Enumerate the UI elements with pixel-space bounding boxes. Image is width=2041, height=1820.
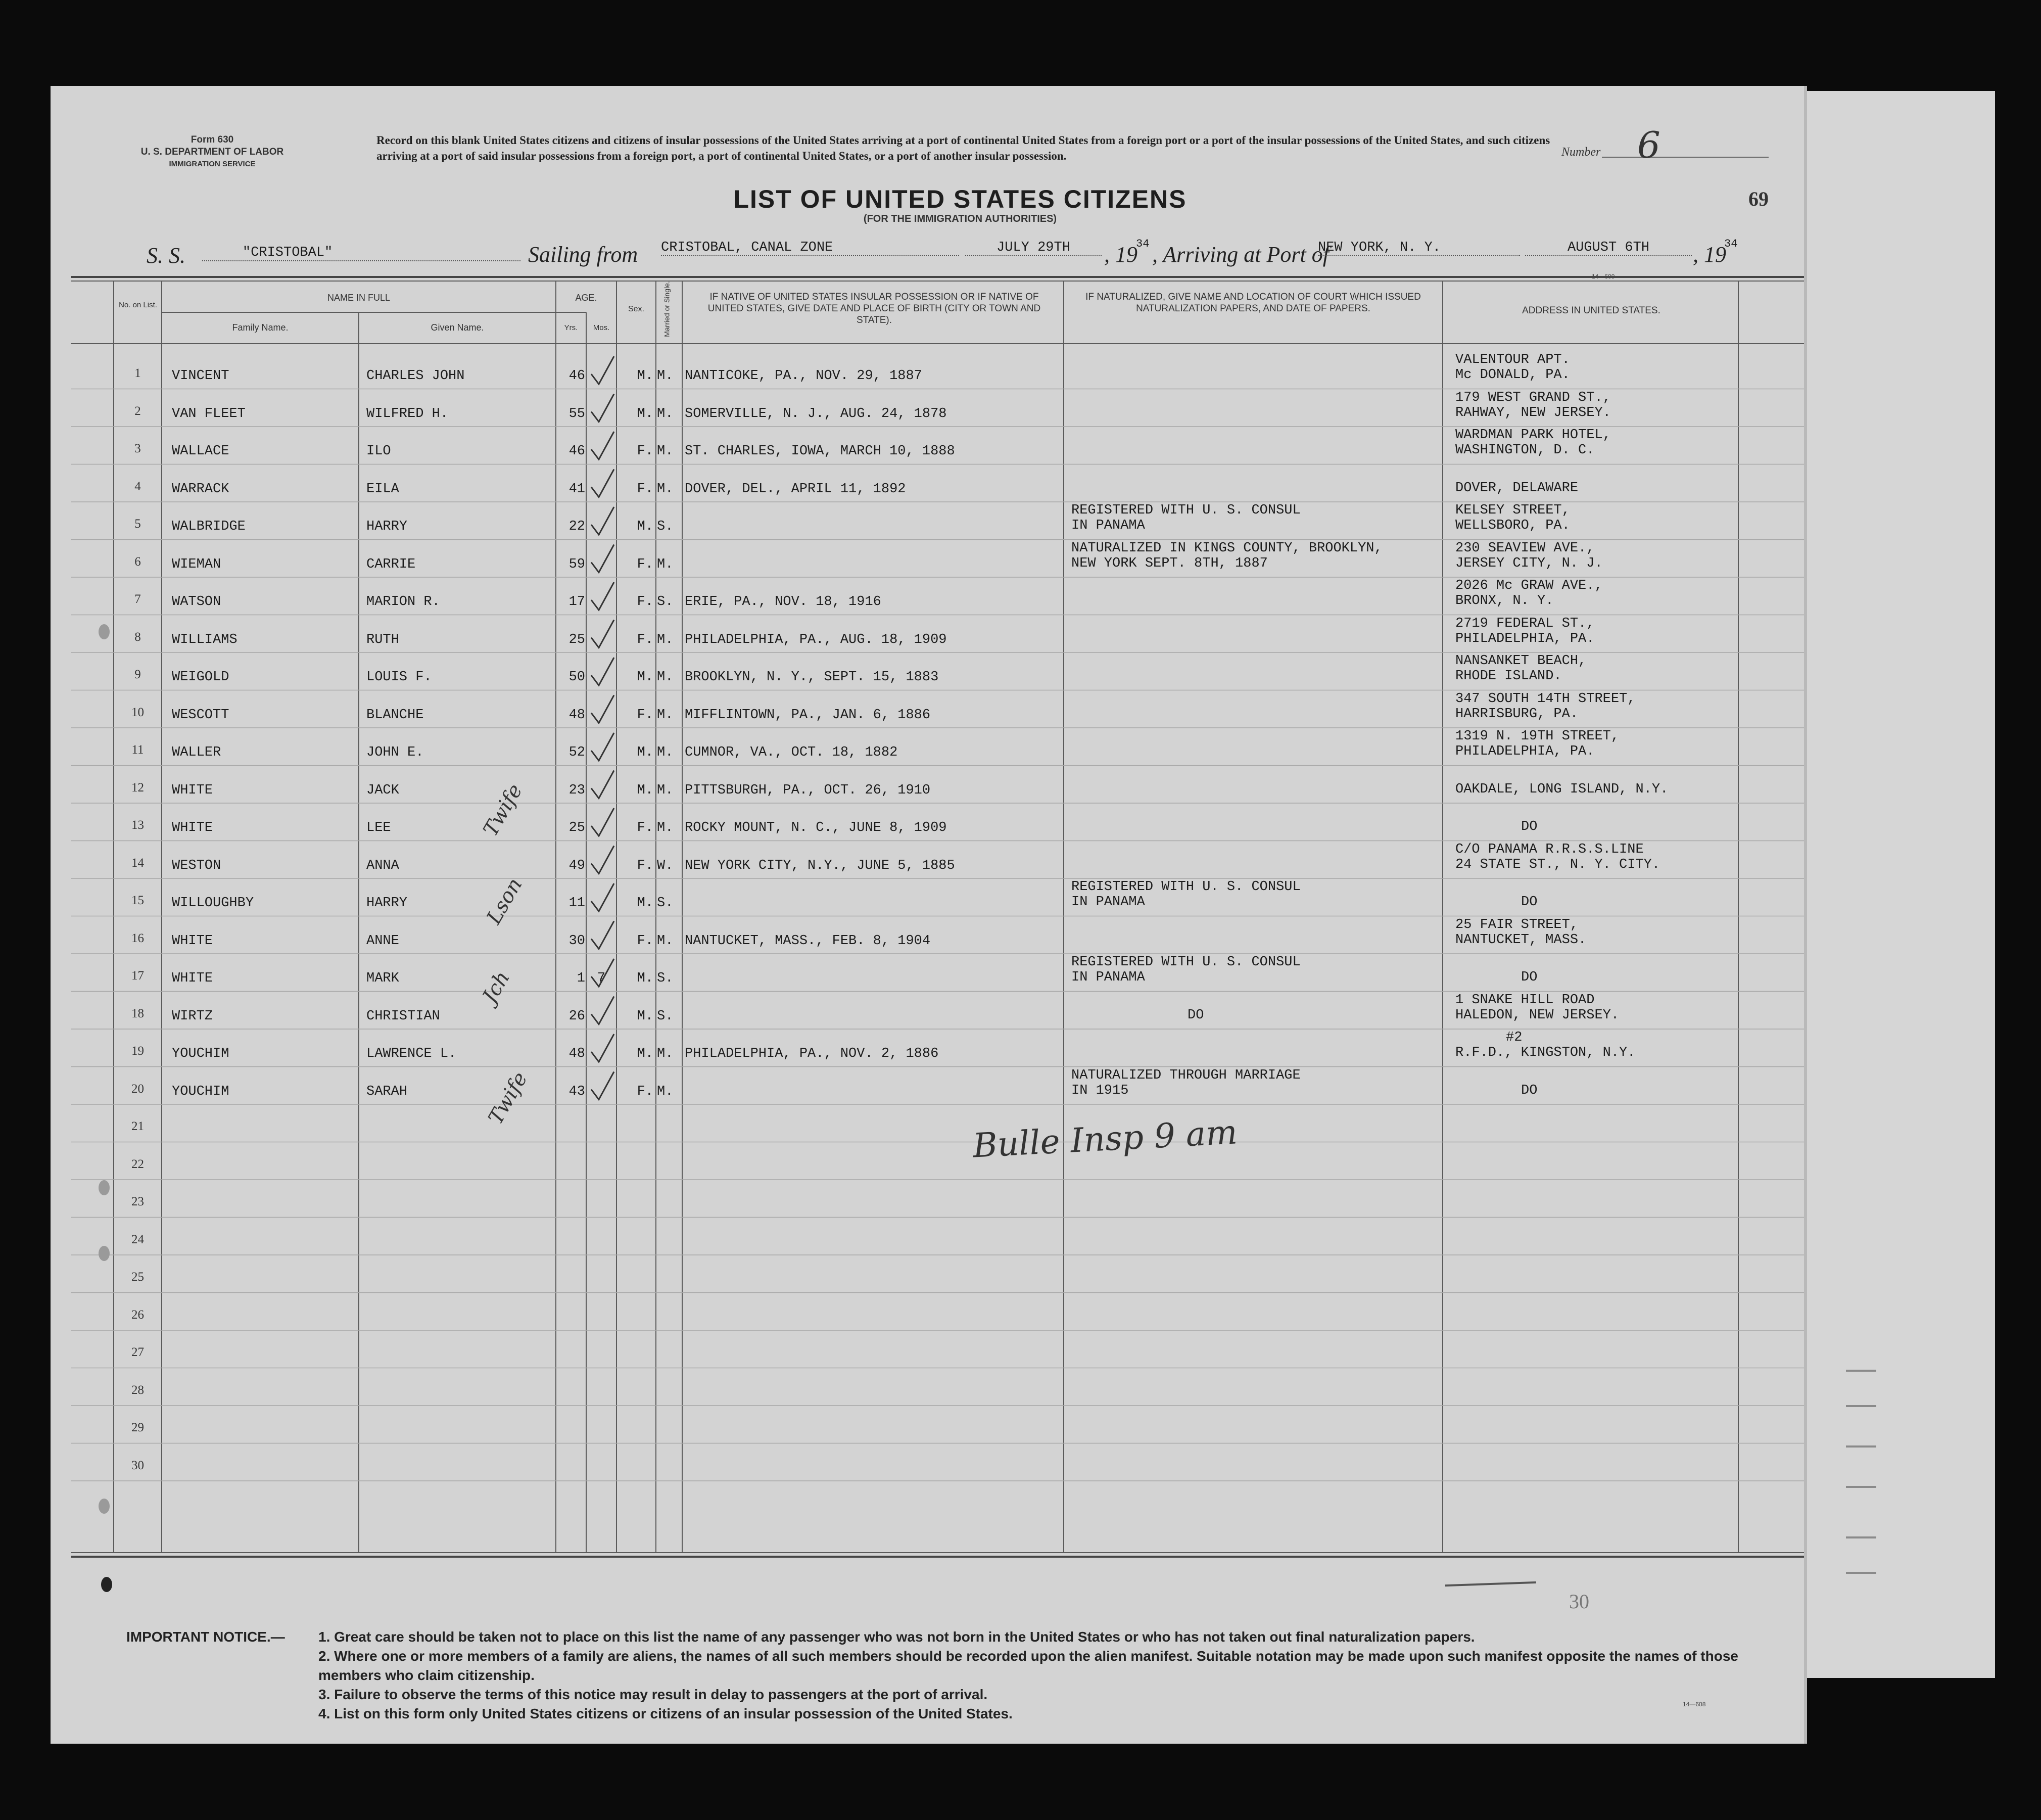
page-edge-tick xyxy=(1846,1445,1876,1452)
handwritten-relation-17: Jch xyxy=(478,967,515,1007)
sex: M. xyxy=(637,519,653,534)
birth-place-date: BROOKLYN, N. Y., SEPT. 15, 1883 xyxy=(685,670,939,685)
table-row xyxy=(51,427,1804,464)
form-number: Form 630 xyxy=(191,134,234,145)
table-row xyxy=(51,1330,1804,1368)
naturalization-line: REGISTERED WITH U. S. CONSUL xyxy=(1071,879,1301,895)
address-line: #2 xyxy=(1506,1030,1523,1045)
given-name: ILO xyxy=(366,444,391,459)
table-row xyxy=(51,464,1804,502)
age-years: 50 xyxy=(568,670,585,685)
stamp-count: 30 xyxy=(1569,1590,1589,1613)
given-name: JACK xyxy=(366,782,399,798)
marital-status: S. xyxy=(657,594,674,610)
header-sex: Sex. xyxy=(628,305,644,313)
sex: F. xyxy=(637,481,653,497)
age-years: 52 xyxy=(568,745,585,760)
table-row xyxy=(51,878,1804,916)
marital-status: S. xyxy=(657,519,674,534)
table-row xyxy=(51,351,1804,389)
family-name: WHITE xyxy=(172,933,213,949)
family-name: WHITE xyxy=(172,782,213,798)
table-row xyxy=(51,1406,1804,1443)
age-years: 48 xyxy=(568,1046,585,1061)
given-name: HARRY xyxy=(366,896,408,911)
age-years: 22 xyxy=(568,519,585,534)
address-line: RAHWAY, NEW JERSEY. xyxy=(1455,405,1611,421)
sex: F. xyxy=(637,594,653,610)
binding-hole xyxy=(99,1246,110,1261)
marital-status: S. xyxy=(657,971,674,986)
row-number: 12 xyxy=(131,780,144,795)
address-line: KELSEY STREET, xyxy=(1455,503,1570,518)
arrival-year-prefix: , 19 xyxy=(1693,242,1726,267)
family-name: WARRACK xyxy=(172,481,229,497)
birth-place-date: MIFFLINTOWN, PA., JAN. 6, 1886 xyxy=(685,707,931,723)
row-number: 29 xyxy=(131,1421,144,1434)
sex: F. xyxy=(637,858,653,873)
page-edge-tick xyxy=(1846,1370,1876,1376)
given-name: CHRISTIAN xyxy=(366,1008,440,1024)
table-row xyxy=(51,540,1804,578)
sex: F. xyxy=(637,1084,653,1099)
sex: F. xyxy=(637,444,653,459)
family-name: WEIGOLD xyxy=(172,670,229,685)
naturalization-line: REGISTERED WITH U. S. CONSUL xyxy=(1071,503,1301,518)
row-number: 18 xyxy=(131,1006,144,1020)
marital-status: M. xyxy=(657,933,674,949)
table-row xyxy=(51,803,1804,841)
age-years: 46 xyxy=(568,444,585,459)
notice-item-2: 2. Where one or more members of a family are aliens, the names of all such members should be recorded upon the alien manifest. Suitable notation may be made upon such manifest opposite the names of those members who claim citizenship. xyxy=(318,1648,1738,1683)
header-address: ADDRESS IN UNITED STATES. xyxy=(1522,305,1660,316)
family-name: WALLACE xyxy=(172,444,229,459)
handwritten-relation-13: Twife xyxy=(479,780,527,841)
address-line: R.F.D., KINGSTON, N.Y. xyxy=(1455,1045,1636,1060)
row-number: 25 xyxy=(131,1270,144,1284)
sailing-year: 34 xyxy=(1136,238,1150,250)
sex: M. xyxy=(637,782,653,798)
address-line: 1 SNAKE HILL ROAD xyxy=(1455,992,1595,1008)
handwritten-relation-15: Lson xyxy=(482,874,527,928)
given-name: LOUIS F. xyxy=(366,670,432,685)
marital-status: M. xyxy=(657,745,674,760)
given-name: ANNE xyxy=(366,933,399,949)
row-number: 11 xyxy=(131,743,144,757)
address-line: 2026 Mc GRAW AVE., xyxy=(1455,578,1603,593)
family-name: YOUCHIM xyxy=(172,1084,229,1099)
given-name: CHARLES JOHN xyxy=(366,368,465,384)
family-name: WESCOTT xyxy=(172,707,229,723)
table-row xyxy=(51,916,1804,954)
address-line: PHILADELPHIA, PA. xyxy=(1455,631,1595,646)
binding-hole xyxy=(99,1180,110,1195)
birth-place-date: SOMERVILLE, N. J., AUG. 24, 1878 xyxy=(685,406,947,422)
record-instructions: Record on this blank United States citizens and citizens of insular possessions of the United States arriving at a port of continental United States from a foreign port or a port of the insular possessions of the United States, and such citizens arriving at a port of said insular possessions from a foreign port, a port of continental United States, or a port of another insular possession. xyxy=(376,134,1550,162)
address-line: BRONX, N. Y. xyxy=(1455,593,1554,609)
page-edge-tick xyxy=(1846,1486,1876,1492)
address-line: 2719 FEDERAL ST., xyxy=(1455,616,1595,631)
ship-name: "CRISTOBAL" xyxy=(202,245,520,261)
marital-status: M. xyxy=(657,481,674,497)
table-row xyxy=(51,1255,1804,1293)
naturalization-line: REGISTERED WITH U. S. CONSUL xyxy=(1071,955,1301,970)
address-line: 179 WEST GRAND ST., xyxy=(1455,390,1611,405)
family-name: WIEMAN xyxy=(172,556,221,572)
notice-code: 14—608 xyxy=(1683,1701,1706,1708)
naturalization-line: DO xyxy=(1188,1007,1204,1023)
address-line: DO xyxy=(1521,895,1538,910)
birth-place-date: ROCKY MOUNT, N. C., JUNE 8, 1909 xyxy=(685,820,947,835)
sex: M. xyxy=(637,1046,653,1061)
table-row xyxy=(51,1443,1804,1481)
family-name: WHITE xyxy=(172,971,213,986)
arriving-label: , Arriving at Port of xyxy=(1152,242,1329,267)
row-number: 13 xyxy=(131,818,144,832)
birth-place-date: NEW YORK CITY, N.Y., JUNE 5, 1885 xyxy=(685,858,955,873)
marital-status: M. xyxy=(657,820,674,835)
age-years: 26 xyxy=(568,1008,585,1024)
print-code: 14—609 xyxy=(1592,273,1615,280)
address-line: DOVER, DELAWARE xyxy=(1455,480,1579,496)
row-number: 7 xyxy=(134,592,141,606)
marital-status: S. xyxy=(657,1008,674,1024)
page-edge-tick xyxy=(1846,1572,1876,1578)
family-name: WALLER xyxy=(172,745,221,760)
binding-hole xyxy=(99,624,110,639)
row-number: 28 xyxy=(131,1383,144,1397)
age-years: 59 xyxy=(568,556,585,572)
age-years: 11 xyxy=(568,896,585,911)
age-years: 25 xyxy=(568,632,585,647)
binding-hole xyxy=(99,1499,110,1514)
sailing-port: CRISTOBAL, CANAL ZONE xyxy=(661,240,959,256)
marital-status: M. xyxy=(657,444,674,459)
sex: M. xyxy=(637,745,653,760)
number-label: Number xyxy=(1561,146,1601,159)
address-line: WARDMAN PARK HOTEL, xyxy=(1455,428,1611,443)
naturalization-line: IN PANAMA xyxy=(1071,518,1145,533)
given-name: EILA xyxy=(366,481,399,497)
arrival-year: 34 xyxy=(1724,238,1738,250)
naturalization-line: NATURALIZED THROUGH MARRIAGE xyxy=(1071,1067,1301,1083)
row-number: 5 xyxy=(134,517,141,531)
table-row xyxy=(51,690,1804,728)
header-no-on-list: No. on List. xyxy=(119,301,157,309)
row-number: 10 xyxy=(131,705,144,719)
age-months: 7 xyxy=(597,971,606,986)
notice-heading: IMPORTANT NOTICE.— xyxy=(126,1629,285,1645)
family-name: WIRTZ xyxy=(172,1008,213,1024)
marital-status: M. xyxy=(657,1046,674,1061)
table-row xyxy=(51,1067,1804,1105)
marital-status: W. xyxy=(657,858,674,873)
address-line: DO xyxy=(1521,970,1538,985)
marital-status: M. xyxy=(657,406,674,422)
marital-status: M. xyxy=(657,632,674,647)
sex: M. xyxy=(637,896,653,911)
family-name: WHITE xyxy=(172,820,213,835)
header-age: AGE. xyxy=(575,293,597,303)
family-name: YOUCHIM xyxy=(172,1046,229,1061)
header-given-name: Given Name. xyxy=(431,322,484,333)
family-name: WILLIAMS xyxy=(172,632,238,647)
sex: M. xyxy=(637,971,653,986)
address-line: 1319 N. 19TH STREET, xyxy=(1455,729,1620,744)
row-number: 20 xyxy=(131,1082,144,1096)
age-years: 46 xyxy=(568,368,585,384)
marital-status: M. xyxy=(657,707,674,723)
manifest-page xyxy=(51,86,1807,1744)
marital-status: S. xyxy=(657,896,674,911)
row-number: 26 xyxy=(131,1308,144,1322)
address-line: NANSANKET BEACH, xyxy=(1455,654,1587,669)
department-name: U. S. DEPARTMENT OF LABOR xyxy=(140,147,284,157)
handwritten-inspector-note: Bulle Insp 9 am xyxy=(972,1112,1239,1165)
table-row xyxy=(51,1293,1804,1331)
sex: F. xyxy=(637,933,653,949)
birth-place-date: NANTICOKE, PA., NOV. 29, 1887 xyxy=(685,368,922,384)
sex: M. xyxy=(637,368,653,384)
table-row xyxy=(51,954,1804,992)
page-edge-tick xyxy=(1846,1536,1876,1543)
table-row xyxy=(51,1218,1804,1255)
row-number: 30 xyxy=(131,1458,144,1472)
row-number: 24 xyxy=(131,1232,144,1246)
address-line: HALEDON, NEW JERSEY. xyxy=(1455,1007,1620,1023)
sailing-label: Sailing from xyxy=(528,242,638,267)
family-name: VINCENT xyxy=(172,368,229,384)
row-number: 22 xyxy=(131,1157,144,1171)
age-years: 55 xyxy=(568,406,585,422)
birth-place-date: PITTSBURGH, PA., OCT. 26, 1910 xyxy=(685,782,931,798)
address-line: 25 FAIR STREET, xyxy=(1455,917,1579,932)
arrival-port: NEW YORK, N. Y. xyxy=(1318,240,1520,256)
birth-place-date: ST. CHARLES, IOWA, MARCH 10, 1888 xyxy=(685,444,955,459)
table-row xyxy=(51,841,1804,879)
sailing-year-prefix: , 19 xyxy=(1104,242,1137,267)
table-row xyxy=(51,1368,1804,1406)
age-years: 48 xyxy=(568,707,585,723)
naturalization-line: IN PANAMA xyxy=(1071,970,1145,985)
table-row xyxy=(51,766,1804,804)
row-number: 4 xyxy=(134,479,141,493)
birth-place-date: ERIE, PA., NOV. 18, 1916 xyxy=(685,594,881,610)
address-line: 230 SEAVIEW AVE., xyxy=(1455,540,1595,556)
marital-status: M. xyxy=(657,556,674,572)
row-number: 6 xyxy=(134,554,141,569)
family-name: WALBRIDGE xyxy=(172,519,246,534)
address-line: RHODE ISLAND. xyxy=(1455,669,1562,684)
page-title: LIST OF UNITED STATES CITIZENS xyxy=(733,185,1187,213)
header-naturalized: IF NATURALIZED, GIVE NAME AND LOCATION OF COURT WHICH ISSUED NATURALIZATION PAPERS, AND DATE OF PAPERS. xyxy=(1085,292,1421,314)
table-row xyxy=(51,615,1804,653)
row-number: 23 xyxy=(131,1195,144,1208)
table-row xyxy=(51,1142,1804,1180)
header-mos: Mos. xyxy=(593,323,610,332)
table-row xyxy=(51,1104,1804,1142)
age-years: 43 xyxy=(568,1084,585,1099)
table-row xyxy=(51,1029,1804,1067)
naturalization-line: NATURALIZED IN KINGS COUNTY, BROOKLYN, xyxy=(1071,540,1383,556)
address-line: WELLSBORO, PA. xyxy=(1455,518,1570,533)
given-name: LEE xyxy=(366,820,391,835)
row-number: 14 xyxy=(131,856,144,870)
table-row xyxy=(51,502,1804,540)
address-line: C/O PANAMA R.R.S.S.LINE xyxy=(1455,842,1644,857)
table-row xyxy=(51,577,1804,615)
given-name: SARAH xyxy=(366,1084,408,1099)
sex: F. xyxy=(637,632,653,647)
notice-item-3: 3. Failure to observe the terms of this notice may result in delay to passengers at the port of arrival. xyxy=(318,1687,988,1702)
given-name: WILFRED H. xyxy=(366,406,449,422)
row-number: 19 xyxy=(131,1044,144,1058)
age-years: 25 xyxy=(568,820,585,835)
address-line: Mc DONALD, PA. xyxy=(1455,367,1570,383)
row-number: 8 xyxy=(134,630,141,644)
age-years: 17 xyxy=(568,594,585,610)
row-number: 21 xyxy=(131,1119,144,1133)
address-line: JERSEY CITY, N. J. xyxy=(1455,555,1603,571)
sex: F. xyxy=(637,707,653,723)
address-line: 24 STATE ST., N. Y. CITY. xyxy=(1455,857,1660,872)
family-name: VAN FLEET xyxy=(172,406,246,422)
marital-status: M. xyxy=(657,670,674,685)
given-name: BLANCHE xyxy=(366,707,424,723)
header-married-single: Married or Single. xyxy=(662,281,671,337)
underlying-page xyxy=(1799,91,1995,1678)
sailing-date: JULY 29TH xyxy=(965,240,1102,256)
age-years: 49 xyxy=(568,858,585,873)
row-number: 27 xyxy=(131,1345,144,1359)
row-number: 2 xyxy=(134,404,141,418)
birth-place-date: CUMNOR, VA., OCT. 18, 1882 xyxy=(685,745,898,760)
family-name: WILLOUGHBY xyxy=(172,896,254,911)
address-line: HARRISBURG, PA. xyxy=(1455,706,1579,722)
page-number: 69 xyxy=(1748,188,1769,210)
table-row xyxy=(51,389,1804,427)
age-years: 41 xyxy=(568,481,585,497)
sex: M. xyxy=(637,406,653,422)
notice-item-4: 4. List on this form only United States citizens or citizens of an insular possession of the United States. xyxy=(318,1706,1013,1721)
age-years: 30 xyxy=(568,933,585,949)
service-name: IMMIGRATION SERVICE xyxy=(169,160,256,168)
address-line: OAKDALE, LONG ISLAND, N.Y. xyxy=(1455,781,1669,797)
header-family-name: Family Name. xyxy=(232,322,289,333)
binding-hole xyxy=(101,1577,112,1592)
handwritten-relation-20: Twife xyxy=(484,1068,532,1129)
address-line: DO xyxy=(1521,1083,1538,1098)
row-number: 9 xyxy=(134,668,141,681)
birth-place-date: NANTUCKET, MASS., FEB. 8, 1904 xyxy=(685,933,931,949)
address-line: PHILADELPHIA, PA. xyxy=(1455,744,1595,759)
birth-place-date: DOVER, DEL., APRIL 11, 1892 xyxy=(685,481,906,497)
row-number: 16 xyxy=(131,931,144,945)
sex: M. xyxy=(637,1008,653,1024)
marital-status: M. xyxy=(657,1084,674,1099)
table-row xyxy=(51,992,1804,1030)
birth-place-date: PHILADELPHIA, PA., AUG. 18, 1909 xyxy=(685,632,947,647)
row-number: 1 xyxy=(134,366,141,380)
naturalization-line: NEW YORK SEPT. 8TH, 1887 xyxy=(1071,555,1268,571)
given-name: CARRIE xyxy=(366,556,416,572)
arrival-date: AUGUST 6TH xyxy=(1525,240,1692,256)
marital-status: M. xyxy=(657,368,674,384)
given-name: HARRY xyxy=(366,519,408,534)
address-line: VALENTOUR APT. xyxy=(1455,352,1570,367)
table-row xyxy=(51,728,1804,766)
birth-place-date: PHILADELPHIA, PA., NOV. 2, 1886 xyxy=(685,1046,939,1061)
age-years: 1 xyxy=(577,971,585,986)
age-years: 23 xyxy=(568,782,585,798)
sex: F. xyxy=(637,820,653,835)
sex: M. xyxy=(637,670,653,685)
given-name: MARION R. xyxy=(366,594,440,610)
row-number: 15 xyxy=(131,894,144,907)
address-line: 347 SOUTH 14TH STREET, xyxy=(1455,691,1636,707)
list-number: 6 xyxy=(1637,124,1660,166)
notice-item-1: 1. Great care should be taken not to place on this list the name of any passenger who was not born in the United States or who has not taken out final naturalization papers. xyxy=(318,1629,1475,1645)
header-birth: IF NATIVE OF UNITED STATES INSULAR POSSESSION OR IF NATIVE OF UNITED STATES, GIVE DATE AND PLACE OF BIRTH (CITY OR TOWN AND STATE). xyxy=(707,292,1041,325)
sex: F. xyxy=(637,556,653,572)
given-name: ANNA xyxy=(366,858,399,873)
page-subtitle: (FOR THE IMMIGRATION AUTHORITIES) xyxy=(863,213,1057,224)
naturalization-line: IN 1915 xyxy=(1071,1083,1129,1098)
important-notice xyxy=(126,1627,1794,1723)
marital-status: M. xyxy=(657,782,674,798)
address-line: DO xyxy=(1521,819,1538,834)
header-yrs: Yrs. xyxy=(564,323,578,332)
page-edge-tick xyxy=(1846,1405,1876,1411)
table-row xyxy=(51,652,1804,690)
ss-label: S. S. xyxy=(147,243,185,268)
row-number: 17 xyxy=(131,969,144,983)
given-name: LAWRENCE L. xyxy=(366,1046,457,1061)
header-name-in-full: NAME IN FULL xyxy=(327,293,391,303)
address-line: NANTUCKET, MASS. xyxy=(1455,932,1587,948)
address-line: WASHINGTON, D. C. xyxy=(1455,443,1595,458)
row-number: 3 xyxy=(134,442,141,455)
naturalization-line: IN PANAMA xyxy=(1071,895,1145,910)
given-name: RUTH xyxy=(366,632,399,647)
table-row xyxy=(51,1180,1804,1218)
family-name: WATSON xyxy=(172,594,221,610)
given-name: JOHN E. xyxy=(366,745,424,760)
given-name: MARK xyxy=(366,971,399,986)
family-name: WESTON xyxy=(172,858,221,873)
